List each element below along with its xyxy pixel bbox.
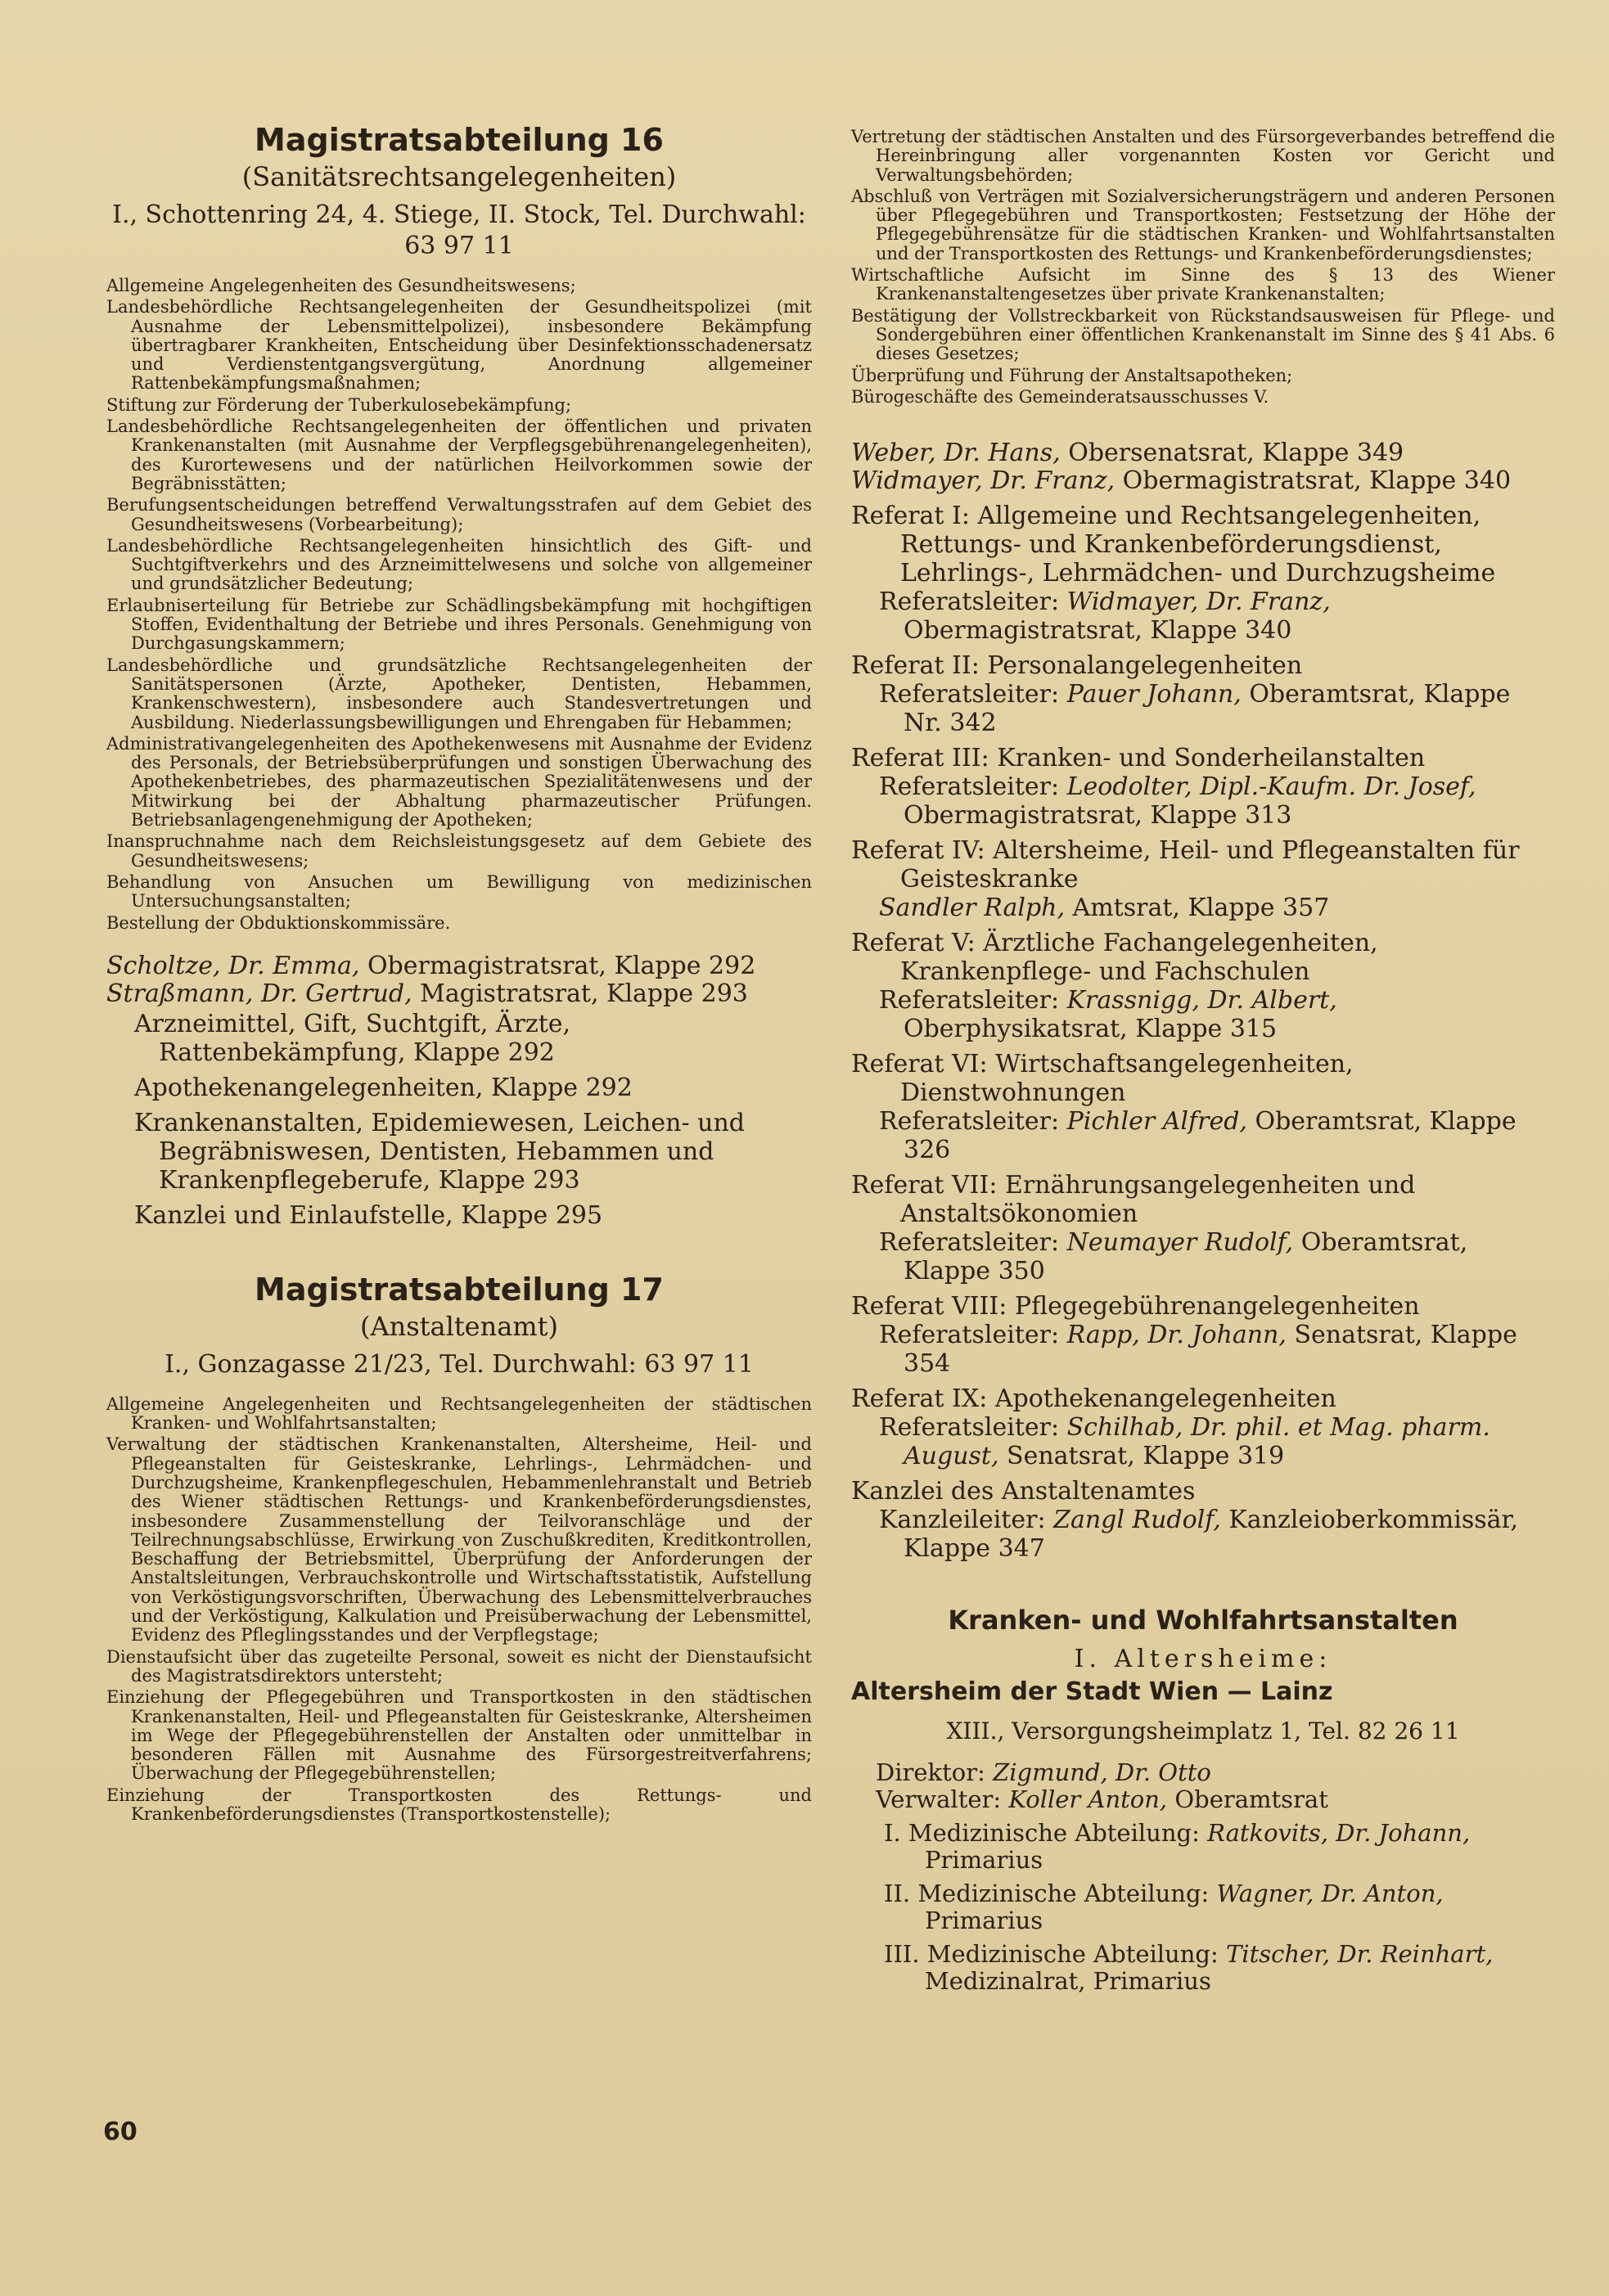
person-name: Scholtze, Dr. Emma,: [106, 951, 360, 980]
leader-name: Sandler Ralph,: [879, 894, 1066, 923]
list-item: Bürogeschäfte des Gemeinderatsausschusses V.: [851, 386, 1269, 407]
referat-title: Referat V: Ärztliche Fachangelegenheiten, Krankenpflege- und Fachschulen: [851, 929, 1378, 987]
leader-role: Kanzleioberkommissär, Klappe 347: [904, 1506, 1519, 1564]
referat-title: Referat VII: Ernährungsangelegenheiten und Anstaltsökonomien: [851, 1171, 1416, 1229]
leader-name: Schilhab, Dr. phil. et Mag. pharm. August,: [904, 1413, 1490, 1471]
ma17-subtitle: (Anstaltenamt): [360, 1310, 558, 1342]
page-number: 60: [103, 2118, 137, 2146]
referat-entry: [851, 502, 1555, 645]
person-role: Obermagistratsrat, Klappe 292: [359, 951, 756, 980]
department-role: Medizinalrat, Primarius: [925, 1967, 1211, 1996]
left-column: [106, 121, 812, 1826]
referat-title: Referat II: Personalangelegenheiten: [851, 651, 1303, 681]
ma16-subtitle: (Sanitätsrechtsangelegenheiten): [241, 161, 677, 192]
staff-name: Koller Anton,: [1008, 1785, 1168, 1814]
institutions-section: [851, 1604, 1555, 1995]
leader-role: Obermagistratsrat, Klappe 340: [904, 616, 1292, 646]
leader-label: Referatsleiter:: [879, 680, 1067, 709]
department-role: Primarius: [925, 1907, 1043, 1935]
department-head: Titscher, Dr. Reinhart,: [1225, 1940, 1494, 1969]
staff-name: Zigmund, Dr. Otto: [993, 1758, 1211, 1787]
leader-role: Oberamtsrat, Klappe 326: [904, 1107, 1517, 1165]
staff-entry: [851, 1759, 1555, 1786]
leader-label: Referatsleiter:: [879, 588, 1067, 617]
list-item: Vertretung der städtischen Anstalten und des Fürsorgeverbandes betreffend die Hereinbringung aller vorgenannten Kosten vor Gericht und Verwaltungsbehörden;: [851, 127, 1555, 185]
kanzlei-entry: [851, 1477, 1555, 1563]
person-entry: [106, 952, 812, 980]
leader-label: Referatsleiter:: [879, 1413, 1067, 1443]
department-label: I. Medizinische Abteilung:: [884, 1819, 1208, 1848]
person-entry: [851, 467, 1555, 495]
list-item: Allgemeine Angelegenheiten und Rechtsangelegenheiten der städtischen Kranken- und Wohlfahrtsanstalten;: [106, 1393, 812, 1434]
referat-title: Referat VIII: Pflegegebührenangelegenheiten: [851, 1292, 1420, 1321]
leader-label: Referatsleiter:: [879, 1107, 1067, 1137]
institutions-title: Kranken- und Wohlfahrtsanstalten: [948, 1605, 1458, 1636]
kanzlei-leader: [851, 1506, 1555, 1563]
referat-leader: [851, 1228, 1555, 1285]
referat-entry: [851, 1292, 1555, 1378]
referat-entry: [851, 929, 1555, 1043]
department-role: Primarius: [925, 1846, 1043, 1875]
ma16-address: I., Schottenring 24, 4. Stiege, II. Stock, Tel. Durchwahl: 63 97 11: [112, 200, 806, 260]
list-item: Administrativangelegenheiten des Apothekenwesens mit Ausnahme der Evidenz des Personals, der Betriebsüberprüfungen und sonstigen Überwachung des Apothekenbetriebes, des pharmazeutischen Spezialitätenwesens und der Mitwirkung bei der Abhaltung pharmazeutischer Prüfungen. Betriebsanlagengenehmigung der Apotheken;: [106, 733, 812, 831]
referat-leader: [851, 772, 1555, 830]
leader-role: Oberamtsrat, Klappe Nr. 342: [904, 680, 1511, 738]
referat-entry: [851, 1050, 1555, 1164]
institution-address: XIII., Versorgungsheimplatz 1, Tel. 82 26 11: [946, 1717, 1460, 1745]
person-role: Obermagistratsrat, Klappe 340: [1115, 466, 1512, 496]
list-item: Stiftung zur Förderung der Tuberkulosebekämpfung;: [106, 394, 572, 415]
ma17-duties-continued: [851, 128, 1555, 407]
referat-leader: [851, 894, 1555, 922]
ma17-title: Magistratsabteilung 17: [255, 1271, 664, 1308]
list-item: Berufungsentscheidungen betreffend Verwaltungsstrafen auf dem Gebiet des Gesundheitswesens (Vorbearbeitung);: [106, 495, 812, 534]
list-item: Behandlung von Ansuchen um Bewilligung von medizinischen Untersuchungsanstalten;: [106, 871, 812, 912]
task-entry: Kanzlei und Einlaufstelle, Klappe 295: [134, 1200, 603, 1230]
right-column: [851, 128, 1555, 1995]
referat-title: Referat I: Allgemeine und Rechtsangelegenheiten, Rettungs- und Krankenbeförderungsdienst, Lehrlings-, Lehrmädchen- und Durchzugsheime: [851, 502, 1496, 588]
staff-label: Direktor:: [876, 1758, 994, 1787]
department-entry: [851, 1941, 1555, 1995]
leader-label: Referatsleiter:: [879, 1228, 1067, 1258]
list-item: Wirtschaftliche Aufsicht im Sinne des § 13 des Wiener Krankenanstaltengesetzes über private Krankenanstalten;: [851, 265, 1555, 304]
list-item: Einziehung der Pflegegebühren und Transportkosten in den städtischen Krankenanstalten, Heil- und Pflegeanstalten für Geisteskranke, Altersheimen im Wege der Pflegegebührenstellen der Anstalten oder unmittelbar in besonderen Fällen mit Ausnahme des Fürsorgestreitverfahrens; Überwachung der Pflegegebührenstellen;: [106, 1687, 812, 1784]
department-entry: [851, 1820, 1555, 1874]
list-item: Einziehung der Transportkosten des Rettungs- und Krankenbeförderungsdienstes (Transportkostenstelle);: [106, 1785, 812, 1825]
staff-role: Oberamtsrat: [1167, 1785, 1328, 1814]
referat-title: Referat VI: Wirtschaftsangelegenheiten, Dienstwohnungen: [851, 1050, 1354, 1108]
leader-role: Oberphysikatsrat, Klappe 315: [904, 1015, 1278, 1044]
department-head: Wagner, Dr. Anton,: [1216, 1880, 1444, 1908]
leader-name: Widmayer, Dr. Franz,: [1066, 588, 1331, 617]
referat-leader: [851, 588, 1555, 645]
leader-label: Referatsleiter:: [879, 1321, 1067, 1350]
department-entry: [851, 1880, 1555, 1934]
leader-name: Krassnigg, Dr. Albert,: [1066, 986, 1337, 1015]
leader-role: Oberamtsrat, Klappe 350: [904, 1228, 1468, 1286]
leader-name: Pauer Johann,: [1066, 680, 1242, 709]
list-item: Dienstaufsicht über das zugeteilte Personal, soweit es nicht der Dienstaufsicht des Magistratsdirektors untersteht;: [106, 1646, 812, 1686]
referat-leader: [851, 1413, 1555, 1470]
institution-name: Altersheim der Stadt Wien — Lainz: [851, 1677, 1333, 1707]
department-label: II. Medizinische Abteilung:: [884, 1880, 1217, 1908]
leader-name: Zangl Rudolf,: [1053, 1506, 1221, 1535]
list-item: Allgemeine Angelegenheiten des Gesundheitswesens;: [106, 276, 576, 295]
ma16-title: Magistratsabteilung 16: [255, 122, 664, 158]
department-label: III. Medizinische Abteilung:: [884, 1940, 1226, 1969]
list-item: Abschluß von Verträgen mit Sozialversicherungsträgern und anderen Personen über Pflegegebühren und Transportkosten; Festsetzung der Höhe der Pflegegebührensätze für die städtischen Kranken- und Wohlfahrtsanstalten und der Transportkosten des Rettungs- und Krankenbeförderungsdienstes;: [851, 186, 1555, 263]
person-entry: [851, 439, 1555, 467]
person-role: Magistratsrat, Klappe 293: [412, 979, 748, 1008]
referat-entry: [851, 651, 1555, 737]
ma17-duties-list: [106, 1395, 812, 1825]
referat-entry: [851, 744, 1555, 830]
staff-entry: [851, 1786, 1555, 1813]
list-item: Landesbehördliche und grundsätzliche Rechtsangelegenheiten der Sanitätspersonen (Ärzte, Apotheker, Dentisten, Hebammen, Krankenschwestern), insbesondere auch Standesvertretungen und Ausbildung. Niederlassungsbewilligungen und Ehrengaben für Hebammen;: [106, 655, 812, 732]
leader-name: Neumayer Rudolf,: [1066, 1228, 1294, 1258]
leader-role: Obermagistratsrat, Klappe 313: [904, 801, 1292, 831]
ma17-address: I., Gonzagasse 21/23, Tel. Durchwahl: 63 97 11: [165, 1349, 754, 1379]
list-item: Überprüfung und Führung der Anstaltsapotheken;: [851, 365, 1293, 385]
list-item: Landesbehördliche Rechtsangelegenheiten der öffentlichen und privaten Krankenanstalten (mit Ausnahme der Verpflegsgebührenangelegenheiten), des Kurortewesens und der natürlichen Heilvorkommen sowie der Begräbnisstätten;: [106, 416, 812, 493]
staff-label: Verwalter:: [876, 1785, 1009, 1814]
referat-title: Referat IX: Apothekenangelegenheiten: [851, 1384, 1336, 1414]
ma17-section: [106, 1271, 812, 1825]
task-entry: Arzneimittel, Gift, Suchtgift, Ärzte, Rattenbekämpfung, Klappe 292: [134, 1009, 571, 1067]
person-role: Obersenatsrat, Klappe 349: [1060, 439, 1404, 468]
list-item: Erlaubniserteilung für Betriebe zur Schädlingsbekämpfung mit hochgiftigen Stoffen, Evidenthaltung der Betriebe und ihres Personals. Genehmigung von Durchgasungskammern;: [106, 595, 812, 654]
leader-name: Pichler Alfred,: [1066, 1107, 1247, 1137]
leader-role: Amtsrat, Klappe 357: [1065, 894, 1330, 923]
referat-title: Referat III: Kranken- und Sonderheilanstalten: [851, 744, 1426, 773]
list-item: Landesbehördliche Rechtsangelegenheiten hinsichtlich des Gift- und Suchtgiftverkehrs und des Arzneimittelwesens und solche von allgemeiner und grundsätzlicher Bedeutung;: [106, 535, 812, 594]
task-entry: Krankenanstalten, Epidemiewesen, Leichen- und Begräbniswesen, Dentisten, Hebammen und Krankenpflegeberufe, Klappe 293: [134, 1108, 745, 1195]
person-name: Weber, Dr. Hans,: [851, 439, 1061, 468]
leader-label: Kanzleileiter:: [879, 1506, 1054, 1535]
ma16-persons: [106, 952, 812, 1230]
referat-leader: [851, 1321, 1555, 1378]
referat-title: Referat IV: Altersheime, Heil- und Pflegeanstalten für Geisteskranke: [851, 836, 1520, 894]
task-entry: Apothekenangelegenheiten, Klappe 292: [134, 1073, 633, 1102]
list-item: Bestellung der Obduktionskommissäre.: [106, 912, 451, 933]
person-name: Widmayer, Dr. Franz,: [851, 466, 1115, 496]
ma16-duties-list: [106, 277, 812, 933]
list-item: Inanspruchnahme nach dem Reichsleistungsgesetz auf dem Gebiete des Gesundheitswesens;: [106, 831, 812, 871]
leader-label: Referatsleiter:: [879, 986, 1067, 1015]
leader-role: Senatsrat, Klappe 319: [998, 1442, 1285, 1471]
referat-entry: [851, 1171, 1555, 1285]
list-item: Verwaltung der städtischen Krankenanstalten, Altersheime, Heil- und Pflegeanstalten für Geisteskranke, Lehrlings-, Lehrmädchen- und Durchzugsheime, Krankenpflegeschulen, Hebammenlehranstalt und Betrieb des Wiener städtischen Rettungs- und Krankenbeförderungsdienstes, insbesondere Zusammenstellung der Teilvoranschläge und der Teilrechnungsabschlüsse, Erwirkung von Zuschußkrediten, Kreditkontrollen, Beschaffung der Betriebsmittel, Überprüfung der Anforderungen der Anstaltsleitungen, Verbrauchskontrolle und Wirtschaftsstatistik, Aufstellung von Verköstigungsvorschriften, Überwachung des Lebensmittelverbrauches und der Verköstigung, Kalkulation und Preisüberwachung der Lebensmittel, Evidenz des Pfleglingsstandes und der Verpflegstage;: [106, 1434, 812, 1645]
person-entry: [106, 980, 812, 1008]
department-head: Ratkovits, Dr. Johann,: [1207, 1819, 1471, 1848]
person-name: Straßmann, Dr. Gertrud,: [106, 979, 412, 1008]
leader-name: Leodolter, Dipl.-Kaufm. Dr. Josef,: [1066, 772, 1476, 802]
referat-entry: [851, 1384, 1555, 1470]
leader-label: Referatsleiter:: [879, 772, 1067, 802]
leader-role: Senatsrat, Klappe 354: [904, 1321, 1517, 1379]
ma17-persons: [851, 439, 1555, 1563]
kanzlei-title: Kanzlei des Anstaltenamtes: [851, 1477, 1196, 1506]
list-item: Landesbehördliche Rechtsangelegenheiten der Gesundheitspolizei (mit Ausnahme der Lebensmittelpolizei), insbesondere Bekämpfung übertragbarer Krankheiten, Entscheidung über Desinfektionsschadenersatz und Verdienstentgangsvergütung, Anordnung allgemeiner Rattenbekämpfungsmaßnahmen;: [106, 297, 812, 394]
institutions-section-label: I. Altersheime:: [1074, 1645, 1332, 1674]
referat-entry: [851, 836, 1555, 922]
referat-leader: [851, 680, 1555, 737]
referat-leader: [851, 986, 1555, 1043]
list-item: Bestätigung der Vollstreckbarkeit von Rückstandsausweisen für Pflege- und Sondergebühren einer öffentlichen Krankenanstalt im Sinne des § 41 Abs. 6 dieses Gesetzes;: [851, 305, 1555, 364]
leader-name: Rapp, Dr. Johann,: [1066, 1321, 1287, 1350]
referat-leader: [851, 1107, 1555, 1164]
